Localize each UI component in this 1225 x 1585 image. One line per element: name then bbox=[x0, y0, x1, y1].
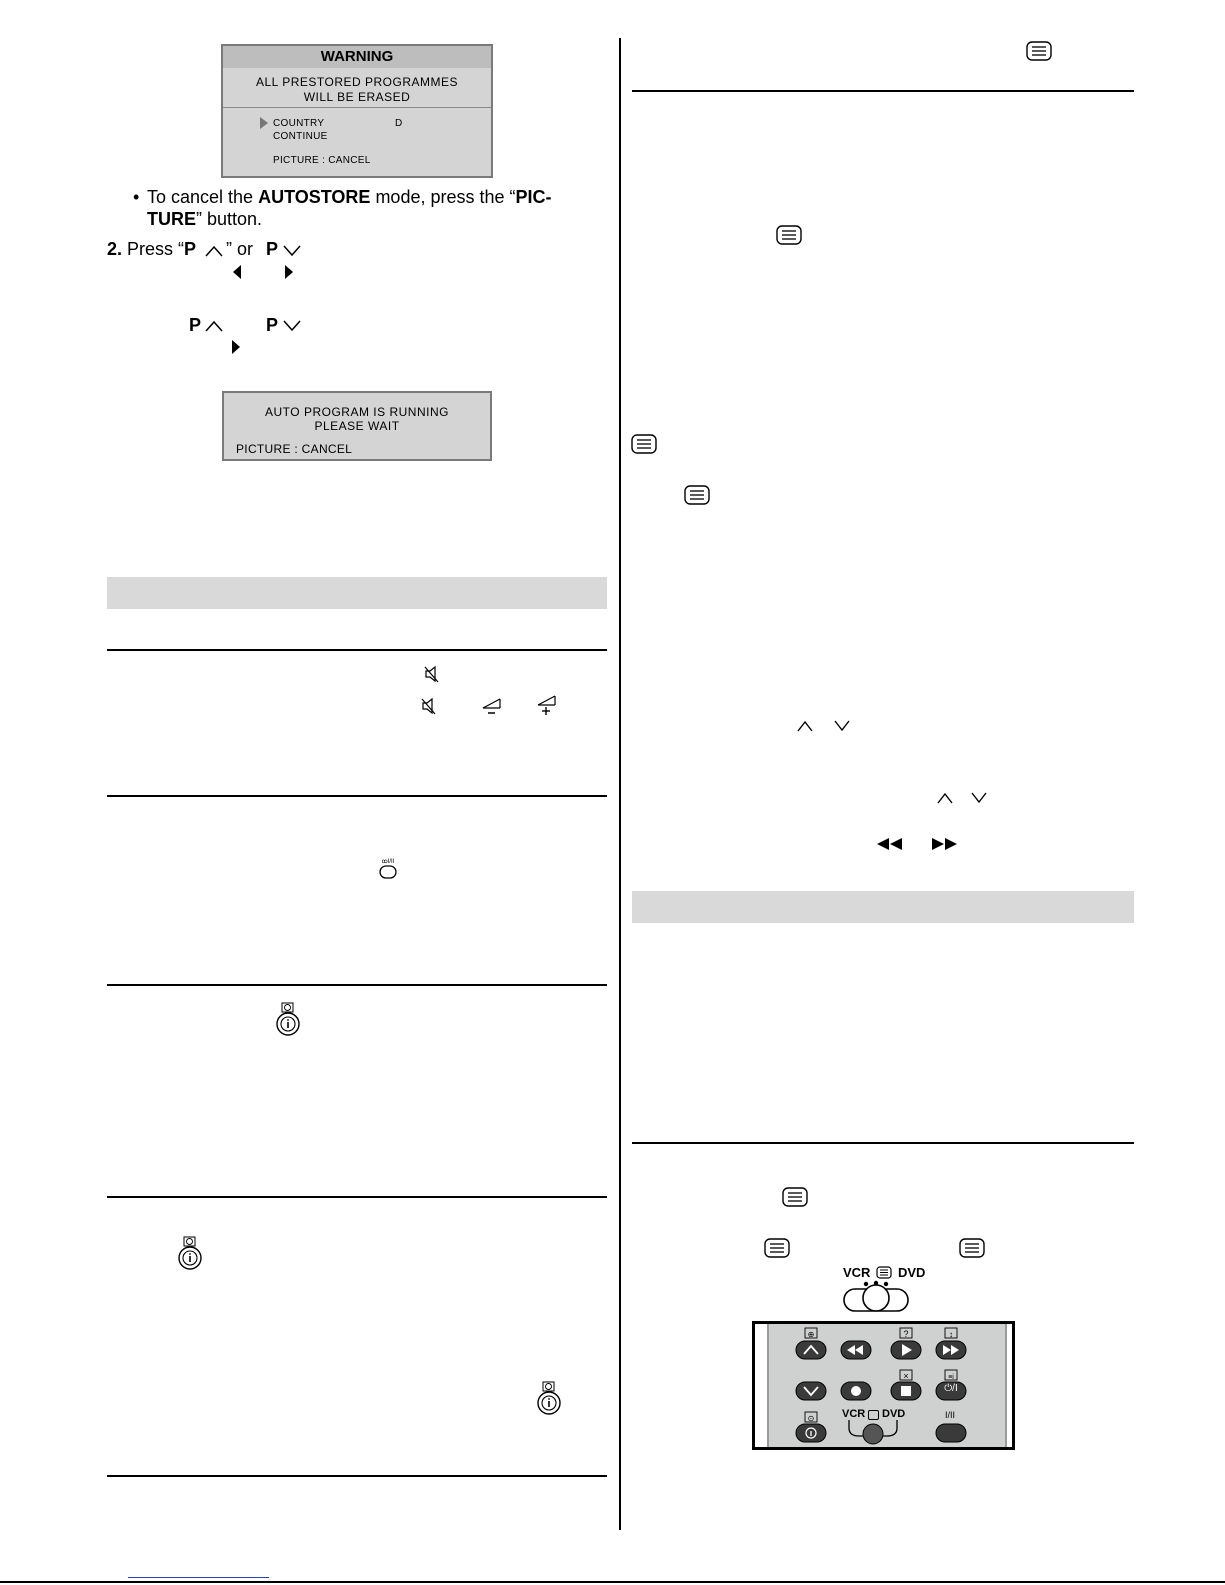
svg-text:≡i: ≡i bbox=[948, 1374, 954, 1381]
remote-panel bbox=[752, 1321, 1015, 1450]
auto-footer: PICTURE : CANCEL bbox=[236, 442, 353, 456]
volume-up-icon bbox=[537, 694, 557, 716]
chevron-up-icon bbox=[937, 792, 953, 804]
svg-text:⊙: ⊙ bbox=[807, 1414, 815, 1423]
teletext-icon bbox=[782, 1187, 808, 1207]
teletext-icon bbox=[1026, 41, 1052, 61]
section-header-band bbox=[107, 577, 607, 609]
teletext-icon bbox=[684, 485, 710, 505]
auto-line1: AUTO PROGRAM IS RUNNING bbox=[265, 405, 449, 419]
warning-line1: ALL PRESTORED PROGRAMMES bbox=[255, 75, 459, 89]
auto-program-dialog bbox=[222, 391, 492, 461]
panel-standby-label: ⏻/I bbox=[944, 1383, 958, 1394]
warning-divider bbox=[223, 107, 491, 108]
menu-item-country[interactable]: COUNTRY bbox=[273, 118, 325, 129]
column-divider bbox=[619, 38, 621, 1530]
warning-dialog bbox=[221, 44, 493, 178]
panel-teletext-icon bbox=[868, 1410, 879, 1420]
section-rule bbox=[107, 984, 607, 986]
section-rule bbox=[632, 90, 1134, 92]
menu-item-continue[interactable]: CONTINUE bbox=[273, 131, 328, 142]
cancel-note: • To cancel the AUTOSTORE mode, press the “PIC- TURE” button. bbox=[133, 187, 552, 229]
warning-footer: PICTURE : CANCEL bbox=[273, 155, 371, 166]
svg-text:?: ? bbox=[903, 1329, 909, 1339]
menu-item-country-value: D bbox=[395, 118, 403, 129]
cursor-arrow-icon bbox=[260, 117, 268, 129]
teletext-icon bbox=[776, 225, 802, 245]
fast-forward-icon bbox=[932, 838, 958, 850]
info-timer-button-icon bbox=[176, 1236, 204, 1270]
teletext-icon bbox=[959, 1238, 985, 1258]
info-timer-button-icon bbox=[274, 1002, 302, 1036]
chevron-down-icon bbox=[283, 245, 301, 257]
info-timer-button-icon bbox=[535, 1381, 563, 1415]
chevron-up-icon bbox=[205, 245, 223, 257]
mute-icon bbox=[424, 665, 440, 683]
step2-line: 2. Press “P bbox=[107, 239, 197, 259]
teletext-icon bbox=[876, 1266, 892, 1279]
vcr-dvd-selector-switch[interactable] bbox=[842, 1280, 910, 1312]
panel-dual-label: I/II bbox=[945, 1410, 956, 1420]
panel-label-dvd: DVD bbox=[882, 1408, 906, 1420]
section-rule bbox=[632, 1142, 1134, 1144]
volume-down-icon bbox=[482, 696, 502, 716]
svg-text:×: × bbox=[903, 1371, 909, 1381]
warning-line2: WILL BE ERASED bbox=[303, 90, 411, 104]
footer-link-underline[interactable] bbox=[128, 1577, 269, 1578]
panel-label-vcr: VCR bbox=[842, 1408, 866, 1420]
rewind-icon bbox=[877, 838, 903, 850]
teletext-icon bbox=[764, 1238, 790, 1258]
section-rule bbox=[107, 1196, 607, 1198]
section-header-band bbox=[632, 891, 1134, 923]
teletext-icon bbox=[631, 434, 657, 454]
chevron-down-icon bbox=[971, 792, 987, 804]
right-arrow-icon bbox=[232, 340, 240, 354]
warning-title: WARNING bbox=[223, 46, 491, 68]
chevron-down-icon bbox=[283, 320, 301, 332]
footer-rule bbox=[0, 1581, 1225, 1583]
right-arrow-icon bbox=[285, 265, 293, 279]
section-rule bbox=[107, 795, 607, 797]
svg-text:ꝏI/II: ꝏI/II bbox=[381, 859, 395, 865]
svg-text:↕: ↕ bbox=[949, 1330, 953, 1339]
left-arrow-icon bbox=[233, 265, 241, 279]
chevron-up-icon bbox=[205, 320, 223, 332]
chevron-up-icon bbox=[797, 720, 813, 732]
auto-line2: PLEASE WAIT bbox=[314, 419, 400, 433]
dual-sound-button-icon bbox=[377, 857, 399, 879]
selector-label-vcr: VCR bbox=[843, 1265, 871, 1280]
section-rule bbox=[107, 1475, 607, 1477]
mute-icon bbox=[421, 697, 437, 715]
chevron-down-icon bbox=[834, 720, 850, 732]
svg-text:⊕: ⊕ bbox=[807, 1330, 815, 1339]
section-rule bbox=[107, 649, 607, 651]
selector-label-dvd: DVD bbox=[898, 1265, 926, 1280]
